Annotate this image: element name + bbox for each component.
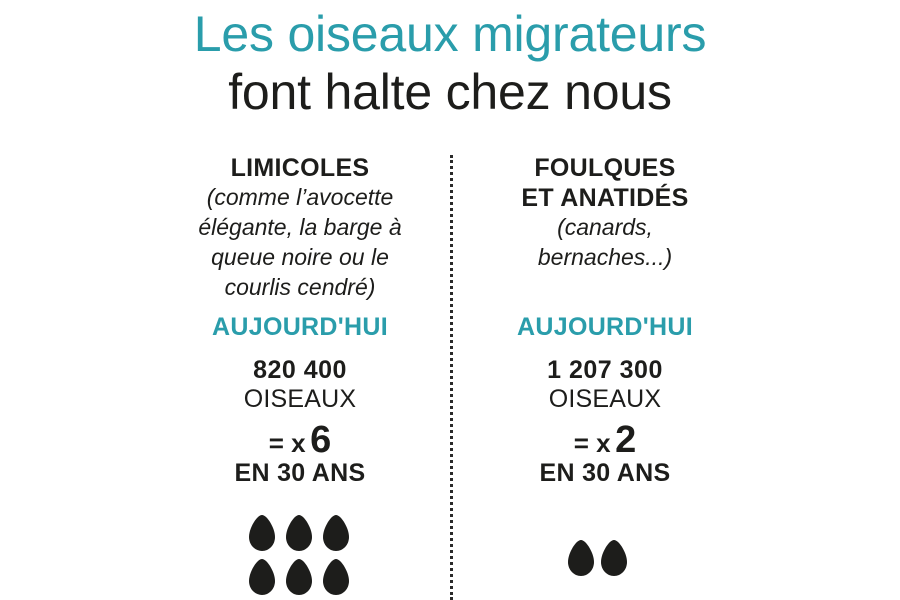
today-label: AUJOURD'HUI bbox=[517, 313, 693, 341]
description-line: (canards, bbox=[557, 214, 653, 240]
bird-count-unit: OISEAUX bbox=[548, 385, 662, 413]
description-line: courlis cendré) bbox=[224, 274, 376, 300]
column-description bbox=[475, 212, 735, 272]
bird-count: 820 400 bbox=[253, 356, 347, 384]
description-line: (comme l’avocette bbox=[206, 184, 394, 210]
bird-count: 1 207 300 bbox=[547, 356, 663, 384]
heading-line: FOULQUES bbox=[534, 154, 676, 182]
column-limicoles bbox=[180, 0, 420, 600]
period-label: EN 30 ANS bbox=[234, 459, 366, 487]
drop-icon bbox=[248, 514, 276, 552]
period-label: EN 30 ANS bbox=[539, 459, 671, 487]
description-line: bernaches...) bbox=[537, 244, 673, 270]
multiplier-prefix: = x bbox=[268, 428, 306, 458]
drop-icon bbox=[322, 558, 350, 596]
title-line-1: Les oiseaux migrateurs bbox=[193, 6, 707, 62]
drop-icon bbox=[567, 539, 595, 577]
column-heading bbox=[475, 153, 735, 213]
drop-icon bbox=[285, 558, 313, 596]
bird-count-unit: OISEAUX bbox=[243, 385, 357, 413]
column-description bbox=[180, 182, 420, 302]
heading-line: LIMICOLES bbox=[230, 154, 370, 182]
multiplier-prefix: = x bbox=[573, 428, 611, 458]
drop-icon bbox=[600, 539, 628, 577]
multiplier-factor: 6 bbox=[310, 419, 332, 461]
heading-line: ET ANATIDÉS bbox=[521, 184, 689, 212]
drop-icon bbox=[285, 514, 313, 552]
column-foulques-anatides bbox=[475, 0, 735, 600]
title-line-2: font halte chez nous bbox=[228, 64, 672, 120]
description-line: queue noire ou le bbox=[211, 244, 389, 270]
drop-icon bbox=[248, 558, 276, 596]
column-divider bbox=[450, 155, 453, 600]
multiplier-factor: 2 bbox=[615, 419, 637, 461]
today-label: AUJOURD'HUI bbox=[212, 313, 388, 341]
column-heading bbox=[180, 153, 420, 183]
drop-icon bbox=[322, 514, 350, 552]
description-line: élégante, la barge à bbox=[198, 214, 402, 240]
